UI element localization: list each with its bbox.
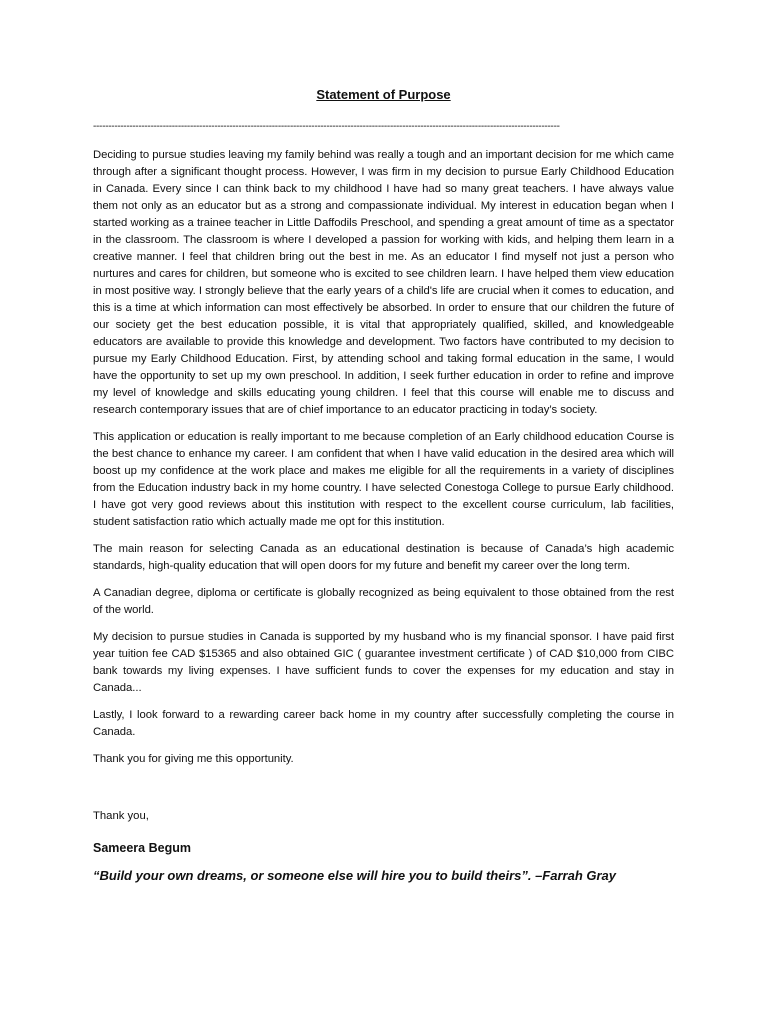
paragraph-5: My decision to pursue studies in Canada is supported by my husband who is my financial sponsor. I have paid first year tuition fee CAD $15365 and also obtained GIC ( guarantee investment certificate ) of CAD $10,000 from CIBC bank towards my living expenses. I have sufficient funds to cover the expenses for my education and stay in Canada... — [93, 631, 674, 694]
closing-quote: “Build your own dreams, or someone else will hire you to build theirs”. –Farrah Gray — [93, 868, 617, 883]
paragraph-2: This application or education is really important to me because completion of an Early childhood education Course is the best chance to enhance my career. I am confident that when I have valid education in the desired area which will boost up my confidence at the work place and makes me eligible for all the requirements in a variety of disciplines from the Education industry back in my home country. I have selected Conestoga College to pursue Early childhood. I have got very good reviews about this institution with respect to the excellent course curriculum, lab facilities, student satisfaction ratio which actually made me opt for this institution. — [93, 431, 674, 528]
paragraph-3: The main reason for selecting Canada as an educational destination is because of Canada’s high academic standards, high-quality education that will open doors for my future and benefit my career over the long term. — [93, 543, 674, 572]
paragraph-4: A Canadian degree, diploma or certificate is globally recognized as being equivalent to those obtained from the rest of the world. — [93, 587, 674, 616]
paragraph-6: Lastly, I look forward to a rewarding career back home in my country after successfully completing the course in Canada. — [93, 709, 674, 738]
closing-line: Thank you, — [93, 810, 149, 822]
signer-name: Sameera Begum — [93, 841, 191, 855]
separator-rule: ---------------------------------------------------------------------------------------------------------------------------------------------------------- — [93, 121, 560, 132]
paragraph-1: Deciding to pursue studies leaving my family behind was really a tough and an important decision for me which came through after a significant thought process. However, I was firm in my decision to pursue Early Childhood Education in Canada. Every since I can think back to my childhood I have had so many great teachers. I have always value them not only as an educator but as a strong and compassionate individual. My interest in education began when I started working as a trainee teacher in Little Daffodils Preschool, and spending a great amount of time as a spectator in the classroom. The classroom is where I developed a passion for working with kids, and helping them learn in a creative manner. I feel that children bring out the best in me. As an educator I find myself not just a person who nurtures and cares for children, but someone who is excited to see children learn. I have helped them view education in most positive way. I strongly believe that the early years of a child's life are crucial when it comes to education, and this is a time at which information can most effectively be absorbed. In order to ensure that our children the future of our society get the best education possible, it is vital that appropriately qualified, skilled, and knowledgeable educators are available to provide this knowledge and development. Two factors have contributed to my decision to pursue my Early Childhood Education. First, by attending school and taking formal education in the same, I would have the opportunity to set up my own preschool. In addition, I seek further education in order to refine and improve my level of knowledge and skills educating young children. I feel that this course will enable me to discuss and research contemporary issues that are of chief importance to an educator practicing in today’s society. — [93, 149, 674, 416]
paragraph-7: Thank you for giving me this opportunity. — [93, 753, 294, 765]
document-page — [93, 86, 674, 885]
document-title: Statement of Purpose — [316, 87, 451, 102]
